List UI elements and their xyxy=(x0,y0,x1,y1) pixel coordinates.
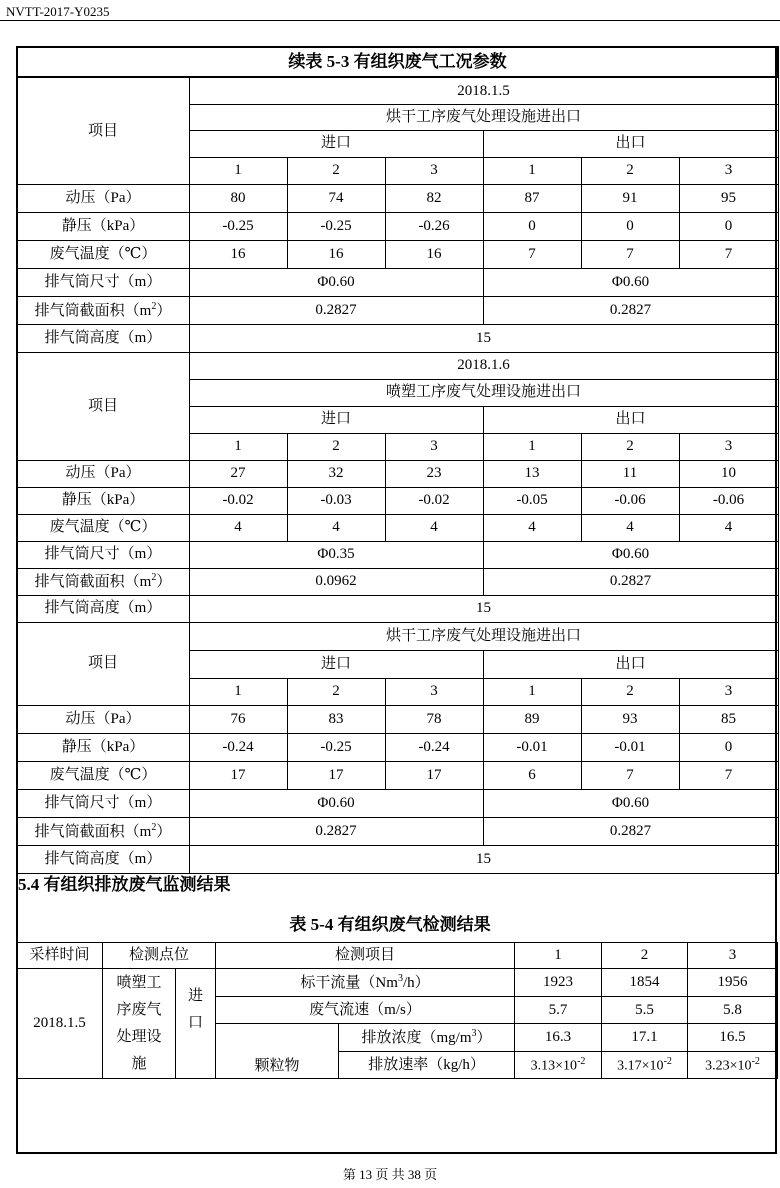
speed-value: 5.8 xyxy=(688,997,778,1024)
gas-temperature-value: 17 xyxy=(287,761,385,789)
inlet-label xyxy=(176,969,216,1079)
concentration-value: 17.1 xyxy=(602,1024,688,1052)
static-pressure-value: -0.26 xyxy=(385,212,483,240)
sample-number: 2 xyxy=(287,678,385,705)
header-rule xyxy=(0,20,780,21)
gas-temperature-value: 17 xyxy=(385,761,483,789)
stack-area-label: 排气筒截面积$(m^2)$ xyxy=(17,568,189,595)
sampling-date: 2018.1.6 xyxy=(189,352,778,379)
sampling-date: 2018.1.5 xyxy=(189,77,778,104)
concentration-value: 16.5 xyxy=(688,1024,778,1052)
point-line: 施 xyxy=(131,1055,147,1072)
inlet-header: 进口 xyxy=(189,130,483,157)
point-line: 处理设 xyxy=(116,1028,162,1045)
header-sampling-time: 采样时间 xyxy=(17,943,103,969)
static-pressure-value: -0.25 xyxy=(287,212,385,240)
condition-parameters-table xyxy=(16,46,779,874)
static-pressure-value: 0 xyxy=(679,733,778,761)
gas-temperature-value: 7 xyxy=(581,240,679,268)
document-code: NVTT-2017-Y0235 xyxy=(6,4,110,19)
gas-temperature-label: 废气温度（℃） xyxy=(17,514,189,541)
stack-height-value: 15 xyxy=(189,324,778,352)
sampling-date: 2018.1.5 xyxy=(17,969,103,1079)
header-col-3: 3 xyxy=(688,943,778,969)
static-pressure-value: -0.24 xyxy=(189,733,287,761)
gas-temperature-value: 4 xyxy=(483,514,581,541)
gas-temperature-value: 4 xyxy=(189,514,287,541)
sample-number: 3 xyxy=(679,433,778,460)
gas-temperature-label: 废气温度（℃） xyxy=(17,240,189,268)
flow-label: 标干流量（Nm$^3$/h） xyxy=(216,969,515,997)
item-label: 项目 xyxy=(17,622,189,705)
dynamic-pressure-value: 27 xyxy=(189,460,287,487)
static-pressure-value: -0.01 xyxy=(581,733,679,761)
static-pressure-value: 0 xyxy=(581,212,679,240)
sample-number: 3 xyxy=(385,157,483,184)
stack-size-outlet: Φ0.60 xyxy=(483,789,778,817)
static-pressure-value: -0.03 xyxy=(287,487,385,514)
concentration-label: 排放浓度$(mg/m^3)$ xyxy=(339,1024,515,1052)
pollutant-name: 颗粒物 xyxy=(216,1024,339,1079)
page-number: 第 13 页 共 38 页 xyxy=(342,1167,438,1182)
static-pressure-label: 静压（kPa） xyxy=(17,212,189,240)
gas-temperature-value: 4 xyxy=(679,514,778,541)
gas-temperature-value: 16 xyxy=(189,240,287,268)
stack-area-label: 排气筒截面积$(m^2)$ xyxy=(17,296,189,324)
dynamic-pressure-value: 23 xyxy=(385,460,483,487)
header-col-1: 1 xyxy=(515,943,602,969)
static-pressure-value: 0 xyxy=(679,212,778,240)
inlet-header: 进口 xyxy=(189,406,483,433)
gas-temperature-value: 6 xyxy=(483,761,581,789)
static-pressure-value: -0.25 xyxy=(287,733,385,761)
sample-number: 1 xyxy=(483,678,581,705)
dynamic-pressure-value: 91 xyxy=(581,184,679,212)
dynamic-pressure-value: 76 xyxy=(189,705,287,733)
point-line: 喷塑工 xyxy=(116,974,162,991)
sample-number: 2 xyxy=(581,157,679,184)
static-pressure-value: -0.02 xyxy=(189,487,287,514)
outlet-header: 出口 xyxy=(483,130,778,157)
stack-size-label: 排气筒尺寸（m） xyxy=(17,541,189,568)
static-pressure-label: 静压（kPa） xyxy=(17,487,189,514)
gas-temperature-value: 7 xyxy=(483,240,581,268)
concentration-value: 16.3 xyxy=(515,1024,602,1052)
dynamic-pressure-value: 78 xyxy=(385,705,483,733)
inlet-char: 口 xyxy=(188,1015,204,1031)
static-pressure-value: -0.05 xyxy=(483,487,581,514)
header-col-2: 2 xyxy=(602,943,688,969)
flow-value: 1854 xyxy=(602,969,688,997)
stack-size-inlet: Φ0.35 xyxy=(189,541,483,568)
dynamic-pressure-value: 13 xyxy=(483,460,581,487)
gas-temperature-value: 17 xyxy=(189,761,287,789)
facility-name: 喷塑工序废气处理设施进出口 xyxy=(189,379,778,406)
stack-area-label: 排气筒截面积$(m^2)$ xyxy=(17,817,189,845)
dynamic-pressure-value: 83 xyxy=(287,705,385,733)
stack-area-inlet: 0.2827 xyxy=(189,296,483,324)
dynamic-pressure-value: 80 xyxy=(189,184,287,212)
gas-temperature-value: 4 xyxy=(385,514,483,541)
rate-value: $3.13\times 10^{-2}$ xyxy=(515,1052,602,1079)
gas-temperature-value: 7 xyxy=(679,240,778,268)
dynamic-pressure-value: 95 xyxy=(679,184,778,212)
speed-value: 5.5 xyxy=(602,997,688,1024)
monitoring-results-table xyxy=(16,942,778,1079)
sample-number: 2 xyxy=(581,433,679,460)
sample-number: 1 xyxy=(189,678,287,705)
stack-size-inlet: Φ0.60 xyxy=(189,268,483,296)
stack-size-inlet: Φ0.60 xyxy=(189,789,483,817)
gas-temperature-value: 7 xyxy=(679,761,778,789)
static-pressure-value: 0 xyxy=(483,212,581,240)
flow-value: 1956 xyxy=(688,969,778,997)
section-title: 5.4 有组织排放废气监测结果 xyxy=(18,875,231,894)
sample-number: 3 xyxy=(385,433,483,460)
table-title: 续表 5-3 有组织废气工况参数 xyxy=(17,47,778,77)
table2-title: 表 5-4 有组织废气检测结果 xyxy=(289,915,491,934)
dynamic-pressure-label: 动压（Pa） xyxy=(17,705,189,733)
gas-temperature-value: 16 xyxy=(385,240,483,268)
stack-height-value: 15 xyxy=(189,845,778,873)
item-label: 项目 xyxy=(17,352,189,460)
dynamic-pressure-value: 93 xyxy=(581,705,679,733)
sample-number: 1 xyxy=(189,157,287,184)
stack-area-outlet: 0.2827 xyxy=(483,817,778,845)
header-monitoring-point: 检测点位 xyxy=(103,943,216,969)
stack-area-outlet: 0.2827 xyxy=(483,296,778,324)
header-monitoring-item: 检测项目 xyxy=(216,943,515,969)
static-pressure-value: -0.01 xyxy=(483,733,581,761)
dynamic-pressure-value: 85 xyxy=(679,705,778,733)
rate-value: $3.17\times 10^{-2}$ xyxy=(602,1052,688,1079)
static-pressure-value: -0.02 xyxy=(385,487,483,514)
speed-value: 5.7 xyxy=(515,997,602,1024)
stack-size-label: 排气筒尺寸（m） xyxy=(17,268,189,296)
gas-temperature-value: 7 xyxy=(581,761,679,789)
facility-name: 烘干工序废气处理设施进出口 xyxy=(189,622,778,650)
sample-number: 2 xyxy=(287,433,385,460)
point-line: 序废气 xyxy=(116,1001,162,1018)
sample-number: 3 xyxy=(679,678,778,705)
flow-value: 1923 xyxy=(515,969,602,997)
dynamic-pressure-value: 10 xyxy=(679,460,778,487)
stack-area-outlet: 0.2827 xyxy=(483,568,778,595)
speed-label: 废气流速（m/s） xyxy=(216,997,515,1024)
sample-number: 1 xyxy=(189,433,287,460)
outlet-header: 出口 xyxy=(483,650,778,678)
sample-number: 1 xyxy=(483,157,581,184)
inlet-char: 进 xyxy=(188,988,204,1004)
monitoring-point xyxy=(103,969,176,1079)
stack-size-outlet: Φ0.60 xyxy=(483,541,778,568)
dynamic-pressure-value: 87 xyxy=(483,184,581,212)
static-pressure-value: -0.25 xyxy=(189,212,287,240)
dynamic-pressure-value: 89 xyxy=(483,705,581,733)
dynamic-pressure-label: 动压（Pa） xyxy=(17,460,189,487)
stack-height-label: 排气筒高度（m） xyxy=(17,324,189,352)
dynamic-pressure-value: 11 xyxy=(581,460,679,487)
gas-temperature-value: 4 xyxy=(287,514,385,541)
sample-number: 3 xyxy=(385,678,483,705)
dynamic-pressure-value: 74 xyxy=(287,184,385,212)
sample-number: 1 xyxy=(483,433,581,460)
stack-size-outlet: Φ0.60 xyxy=(483,268,778,296)
gas-temperature-value: 4 xyxy=(581,514,679,541)
static-pressure-label: 静压（kPa） xyxy=(17,733,189,761)
stack-height-label: 排气筒高度（m） xyxy=(17,845,189,873)
stack-area-inlet: 0.2827 xyxy=(189,817,483,845)
item-label: 项目 xyxy=(17,77,189,184)
rate-label: 排放速率（kg/h） xyxy=(339,1052,515,1079)
facility-name: 烘干工序废气处理设施进出口 xyxy=(189,104,778,130)
stack-height-value: 15 xyxy=(189,595,778,622)
stack-size-label: 排气筒尺寸（m） xyxy=(17,789,189,817)
outlet-header: 出口 xyxy=(483,406,778,433)
stack-area-inlet: 0.0962 xyxy=(189,568,483,595)
inlet-header: 进口 xyxy=(189,650,483,678)
rate-value: $3.23\times 10^{-2}$ xyxy=(688,1052,778,1079)
gas-temperature-value: 16 xyxy=(287,240,385,268)
dynamic-pressure-value: 32 xyxy=(287,460,385,487)
dynamic-pressure-value: 82 xyxy=(385,184,483,212)
sample-number: 3 xyxy=(679,157,778,184)
static-pressure-value: -0.24 xyxy=(385,733,483,761)
static-pressure-value: -0.06 xyxy=(679,487,778,514)
sample-number: 2 xyxy=(581,678,679,705)
static-pressure-value: -0.06 xyxy=(581,487,679,514)
sample-number: 2 xyxy=(287,157,385,184)
gas-temperature-label: 废气温度（℃） xyxy=(17,761,189,789)
stack-height-label: 排气筒高度（m） xyxy=(17,595,189,622)
dynamic-pressure-label: 动压（Pa） xyxy=(17,184,189,212)
